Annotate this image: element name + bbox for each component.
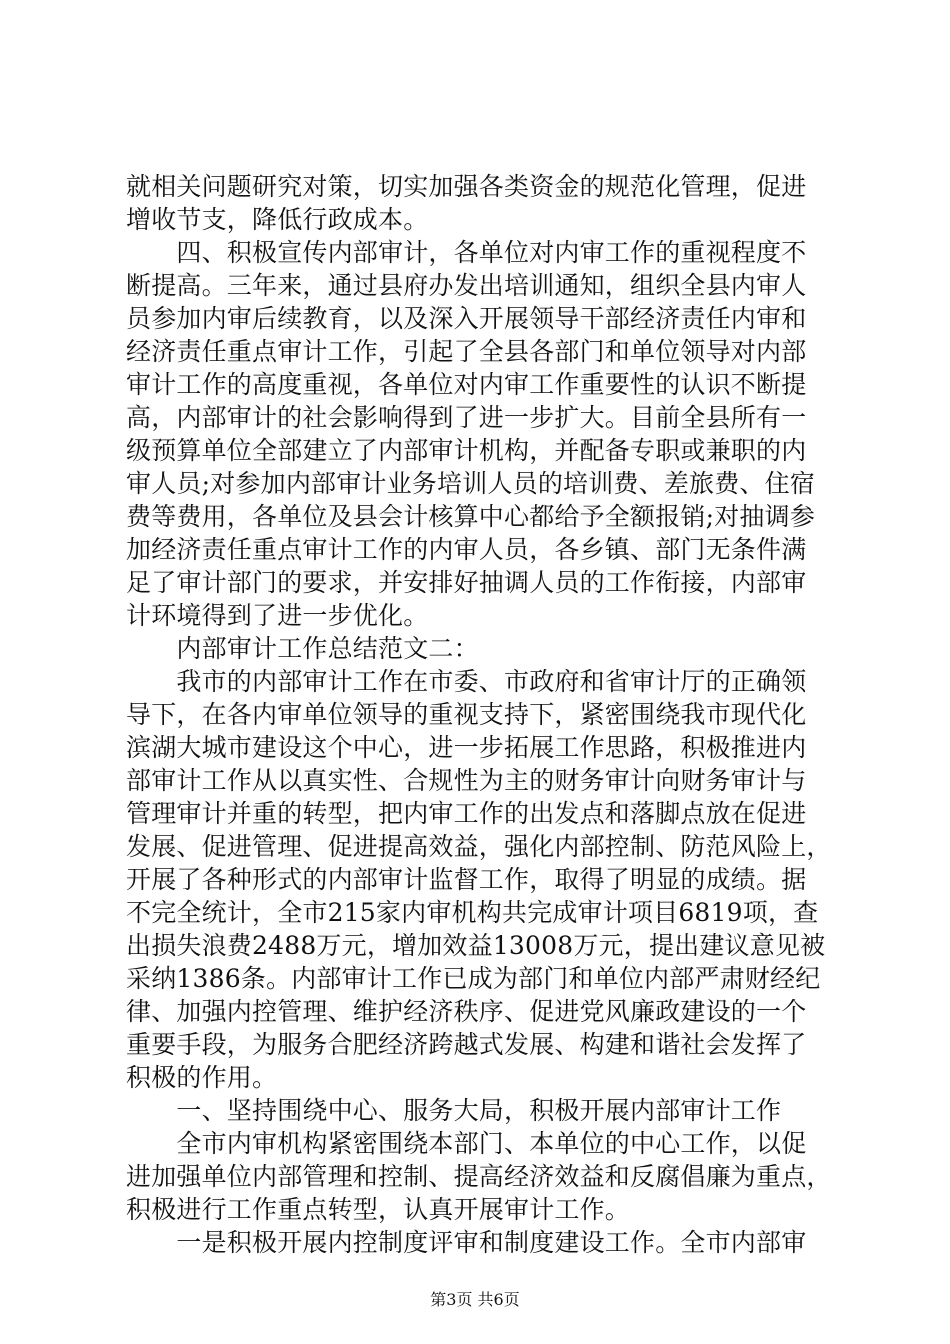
text-line: 采纳1386条。内部审计工作已成为部门和单位内部严肃财经纪 [126, 964, 821, 993]
text-line: 员参加内审后续教育，以及深入开展领导干部经济责任内审和 [126, 304, 807, 333]
text-line: 断提高。三年来，通过县府办发出培训通知，组织全县内审人 [126, 271, 807, 300]
text-line: 审计工作的高度重视，各单位对内审工作重要性的认识不断提 [126, 370, 807, 399]
text-line: 律、加强内控管理、维护经济秩序、促进党风廉政建设的一个 [126, 997, 807, 1026]
text-line: 全市内审机构紧密围绕本部门、本单位的中心工作，以促 [126, 1129, 807, 1158]
document-body [126, 170, 838, 1259]
text-line: 一是积极开展内控制度评审和制度建设工作。全市内部审 [126, 1228, 807, 1257]
text-line: 导下，在各内审单位领导的重视支持下，紧密围绕我市现代化 [126, 700, 807, 729]
text-line: 开展了各种形式的内部审计监督工作，取得了明显的成绩。据 [126, 865, 807, 894]
text-line: 高，内部审计的社会影响得到了进一步扩大。目前全县所有一 [126, 403, 807, 432]
text-line: 部审计工作从以真实性、合规性为主的财务审计向财务审计与 [126, 766, 807, 795]
text-line: 出损失浪费2488万元，增加效益13008万元，提出建议意见被 [126, 931, 826, 960]
text-line: 管理审计并重的转型，把内审工作的出发点和落脚点放在促进 [126, 799, 807, 828]
text-line: 不完全统计，全市215家内审机构共完成审计项目6819项，查 [126, 898, 819, 927]
text-line: 加经济责任重点审计工作的内审人员，各乡镇、部门无条件满 [126, 535, 807, 564]
text-line: 足了审计部门的要求，并安排好抽调人员的工作衔接，内部审 [126, 568, 807, 597]
text-line: 内部审计工作总结范文二： [126, 634, 479, 663]
text-line: 滨湖大城市建设这个中心，进一步拓展工作思路，积极推进内 [126, 733, 807, 762]
text-line: 增收节支，降低行政成本。 [126, 205, 429, 234]
text-line: 重要手段，为服务合肥经济跨越式发展、构建和谐社会发挥了 [126, 1030, 807, 1059]
text-line: 审人员;对参加内部审计业务培训人员的培训费、差旅费、住宿 [126, 469, 816, 498]
text-line: 计环境得到了进一步优化。 [126, 601, 429, 630]
text-line: 就相关问题研究对策，切实加强各类资金的规范化管理，促进 [126, 172, 807, 201]
text-line: 进加强单位内部管理和控制、提高经济效益和反腐倡廉为重点， [126, 1162, 832, 1191]
text-line: 经济责任重点审计工作，引起了全县各部门和单位领导对内部 [126, 337, 807, 366]
text-line: 发展、促进管理、促进提高效益，强化内部控制、防范风险上， [126, 832, 832, 861]
text-line: 积极的作用。 [126, 1063, 278, 1092]
text-line: 我市的内部审计工作在市委、市政府和省审计厅的正确领 [126, 667, 807, 696]
text-line: 一、坚持围绕中心、服务大局，积极开展内部审计工作 [126, 1096, 782, 1125]
text-line: 四、积极宣传内部审计，各单位对内审工作的重视程度不 [126, 238, 807, 267]
text-line: 级预算单位全部建立了内部审计机构，并配备专职或兼职的内 [126, 436, 807, 465]
page-footer: 第3页 共6页 [430, 1290, 520, 1309]
text-line: 费等费用，各单位及县会计核算中心都给予全额报销;对抽调参 [126, 502, 816, 531]
text-line: 积极进行工作重点转型，认真开展审计工作。 [126, 1195, 631, 1224]
